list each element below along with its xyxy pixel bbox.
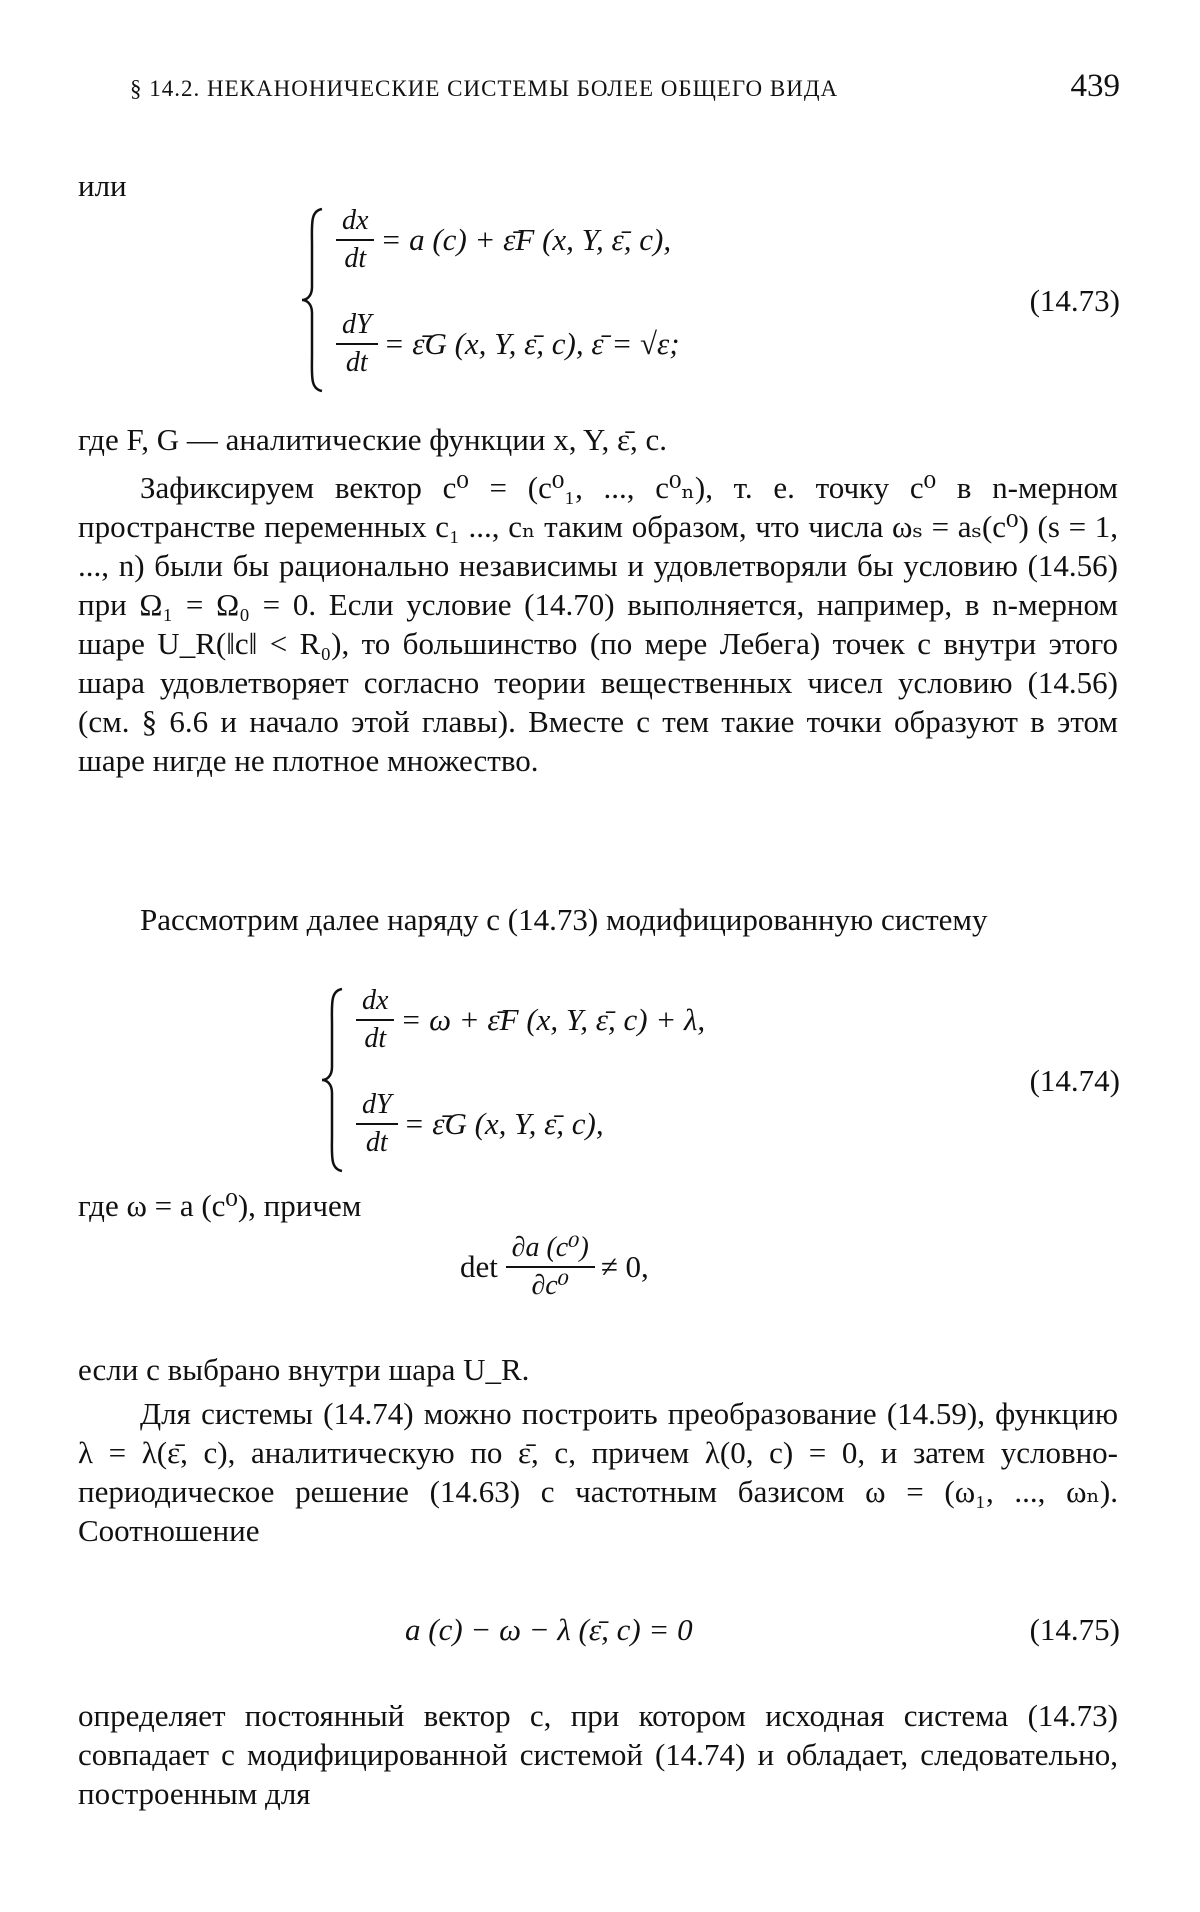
fraction-dY-dt: $\frac{dY}{dt}$ xyxy=(336,309,378,379)
fraction-dY-dt: $\frac{dY}{dt}$ xyxy=(356,1089,398,1159)
left-brace-icon xyxy=(320,985,346,1175)
paragraph-modified-system: Рассмотрим далее наряду с (14.73) модифицированную систему xyxy=(140,902,988,937)
equation-14-74-line-2: $\frac{dY}{dt}$ = ε̄G (x, Y, ε̄, c), xyxy=(356,1089,604,1159)
paragraph-fix-vector: Зафиксируем вектор c⁰ = (c⁰₁, ..., c⁰ₙ), т. е. точку c⁰ в n-мерном пространстве переменных c₁ ..., cₙ таким образом, что числа ωₛ = aₛ(c⁰) (s = 1, ..., n) были бы рационально независимы и удовлетворяли бы условию (14.56) при Ω₁ = Ω₀ = 0. Если условие (14.70) выполняется, например, в n-мерном шаре U_R(‖c‖ < R₀), то большинство (по мере Лебега) точек c внутри этого шара удовлетворяет согласно теории вещественных чисел условию (14.56) (см. § 6.6 и начало этой главы). Вместе с тем такие точки образуют в этом шаре нигде не плотное множество. xyxy=(78,470,1118,778)
paragraph-omega-def: где ω = a (c⁰), причем xyxy=(78,1188,362,1223)
page-number: 439 xyxy=(1070,68,1120,104)
paragraph-transformation: Для системы (14.74) можно построить преобразование (14.59), функцию λ = λ(ε̄, c), аналитическую по ε̄, c, причем λ(0, c) = 0, и затем условно-периодическое решение (14.63) с частотным базисом ω = (ω₁, ..., ωₙ). Соотношение xyxy=(78,1396,1118,1548)
equation-system-14-74 xyxy=(320,985,1120,1175)
fraction-dx-dt: $\frac{dx}{dt}$ xyxy=(356,985,394,1055)
equation-14-74-line-1: $\frac{dx}{dt}$ = ω + ε̄F (x, Y, ε̄, c) + λ, xyxy=(356,985,705,1055)
paragraph-inside-ball: если c выбрано внутри шара U_R. xyxy=(78,1352,530,1387)
running-header xyxy=(130,68,1120,108)
fraction-dx-dt: $\frac{dx}{dt}$ xyxy=(336,205,374,275)
equation-number-14-75: (14.75) xyxy=(1029,1612,1120,1647)
det-condition: det $\frac{\text{∂a (c⁰)}}{\text{∂c⁰}}$ ≠ 0, xyxy=(460,1232,649,1301)
equation-system-14-73 xyxy=(300,205,1120,395)
equation-number-14-73: (14.73) xyxy=(1029,283,1120,318)
paragraph-constant-vector: определяет постоянный вектор c, при котором исходная система (14.73) совпадает с модифицированной системой (14.74) и обладает, следовательно, построенным для xyxy=(78,1698,1118,1811)
equation-14-75: a (c) − ω − λ (ε̄, c) = 0 xyxy=(405,1612,693,1647)
header-title: § 14.2. НЕКАНОНИЧЕСКИЕ СИСТЕМЫ БОЛЕЕ ОБЩЕГО ВИДА xyxy=(130,76,839,101)
fraction-da-dc: $\frac{\text{∂a (c⁰)}}{\text{∂c⁰}}$ xyxy=(506,1232,595,1302)
equation-14-73-line-2: $\frac{dY}{dt}$ = ε̄G (x, Y, ε̄, c), ε̄ = √ε; xyxy=(336,309,680,379)
paragraph-functions: где F, G — аналитические функции x, Y, ε̄, c. xyxy=(78,422,667,457)
left-brace-icon xyxy=(300,205,326,395)
label-or: или xyxy=(78,168,127,203)
equation-14-73-line-1: $\frac{dx}{dt}$ = a (c) + ε̄F (x, Y, ε̄, c), xyxy=(336,205,671,275)
equation-number-14-74: (14.74) xyxy=(1029,1063,1120,1098)
